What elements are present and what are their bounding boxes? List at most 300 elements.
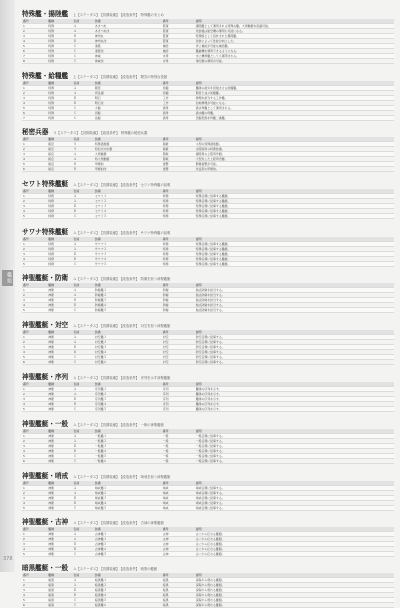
table-cell: 神州丸改 [94, 39, 162, 44]
section-meta: Ａ【ステータス】 【初期装備】 【改造条件】 古神の神聖艦艇 [73, 521, 164, 525]
table-cell: 改装によって性能が向上した。 [195, 39, 394, 44]
table-cell: 艦隊の序列を示す。 [195, 397, 394, 402]
table-cell: 序列 [162, 397, 195, 402]
table-cell: 1 [22, 86, 47, 91]
table-cell: 明石 [94, 96, 162, 101]
table-cell: Ｂ [73, 252, 94, 257]
column-header: 名前 [73, 382, 94, 387]
table-cell: 1 [22, 335, 47, 340]
column-header: 装備 [94, 283, 162, 288]
table-cell: 神聖 [47, 542, 72, 547]
table-cell: 拠点防衛を担当する。 [195, 303, 394, 308]
table-cell: サワナ３ [94, 252, 162, 257]
section-header [22, 71, 394, 81]
table-cell: 6 [22, 459, 47, 464]
table-cell: 拠点防衛を担当する。 [195, 288, 394, 293]
table-cell: 明石改 [94, 101, 162, 106]
table-cell: Ｂ [73, 449, 94, 454]
table-cell: 古くから伝わる艦艇。 [195, 537, 394, 542]
ship-table [22, 19, 394, 64]
table-cell: 防空任務に従事する。 [195, 360, 394, 365]
table-cell: 水陸両用の特殊装備。 [195, 147, 394, 152]
column-header: 備考 [162, 237, 195, 242]
table-cell: Ｃ [73, 552, 94, 557]
ship-section [22, 517, 394, 557]
table-cell: 4 [22, 303, 47, 308]
column-header: 艦種 [47, 237, 72, 242]
table-cell: Ｂ [73, 96, 94, 101]
column-header: 艦種 [47, 19, 72, 24]
table-row [22, 360, 394, 365]
table-cell: 特務 [162, 214, 195, 219]
table-cell: 深海から現れる艦艇。 [195, 598, 394, 603]
section-header [22, 419, 394, 429]
table-cell: 5 [22, 407, 47, 412]
column-header: 備考 [162, 527, 195, 532]
table-cell: 序列艦２ [94, 392, 162, 397]
table-cell: 対空艦１ [94, 335, 162, 340]
table-cell: 特務 [47, 194, 72, 199]
section-meta: Ａ【ステータス】 【初期装備】 【改造条件】 哨戒を担う神聖艦艇 [73, 475, 171, 479]
table-cell: 哨戒艦３ [94, 496, 162, 501]
table-cell: 陸軍 [162, 34, 195, 39]
section-header [22, 9, 394, 19]
table-cell: Ｂ [73, 257, 94, 262]
ship-section [22, 273, 394, 313]
table-cell: Ｂ [73, 303, 94, 308]
section-meta: Ａ【ステータス】 【初期装備】 【改造条件】 サワナ特殊艦の説明 [73, 231, 171, 235]
table-cell: 防空任務に従事する。 [195, 335, 394, 340]
table-cell: セワト４ [94, 209, 162, 214]
section-meta: Ａ【ステータス】 【初期装備】 【改造条件】 セワト特殊艦の説明 [73, 183, 171, 187]
table-cell: 拠点防衛を担当する。 [195, 298, 394, 303]
table-cell: 改良型の甲標的。 [195, 167, 394, 172]
table-cell: 神聖 [47, 459, 72, 464]
table-cell: 2 [22, 147, 47, 152]
table-cell: 一般 [162, 449, 195, 454]
table-cell: Ｃ [73, 44, 94, 49]
table-cell: 神聖 [47, 496, 72, 501]
table-cell: 特殊 [47, 34, 72, 39]
table-cell: 一般任務に従事する。 [195, 439, 394, 444]
table-cell: 陸軍 [162, 29, 195, 34]
table-cell: 一般艦３ [94, 444, 162, 449]
ship-table [22, 573, 394, 608]
table-cell: 3 [22, 496, 47, 501]
column-header: 艦種 [47, 137, 72, 142]
table-cell: 7 [22, 116, 47, 121]
section-title: 神聖艦艇・対空 [22, 321, 69, 329]
table-cell: 哨戒任務に従事する。 [195, 486, 394, 491]
table-cell: Ａ [73, 340, 94, 345]
table-cell: 特務 [162, 199, 195, 204]
table-cell: 対空 [162, 345, 195, 350]
table-cell: 古神艦１ [94, 532, 162, 537]
table-cell: 8 [22, 59, 47, 64]
table-cell: Ｂ [73, 204, 94, 209]
table-cell: 秘匿 [162, 147, 195, 152]
table-cell: 一般艦５ [94, 454, 162, 459]
table-cell: 甲標的 [94, 162, 162, 167]
table-cell: 4 [22, 501, 47, 506]
column-header: 番号 [22, 429, 47, 434]
table-cell: 秘密 [47, 147, 72, 152]
table-cell: 防衛艦１ [94, 288, 162, 293]
column-header: 装備 [94, 382, 162, 387]
table-cell: 特殊 [47, 44, 72, 49]
table-cell: 給糧 [162, 91, 195, 96]
table-cell: 2 [22, 491, 47, 496]
column-header: 名前 [73, 330, 94, 335]
column-header: 備考 [162, 19, 195, 24]
table-cell: Ａ [73, 532, 94, 537]
table-cell: 3 [22, 204, 47, 209]
table-cell: 神聖 [47, 449, 72, 454]
table-cell: 2 [22, 91, 47, 96]
table-cell: Ｓ [73, 142, 94, 147]
table-cell: 一般 [162, 444, 195, 449]
column-header: 装備 [94, 189, 162, 194]
table-cell: 艦隊の疲労を回復させる給糧艦。 [195, 86, 394, 91]
column-header: 名前 [73, 527, 94, 532]
table-cell: 潜母 [162, 116, 195, 121]
table-cell: 暗黒 [47, 583, 72, 588]
table-cell: 特務 [47, 242, 72, 247]
column-header: 艦種 [47, 527, 72, 532]
table-cell: 序列艦４ [94, 402, 162, 407]
ship-section [22, 179, 394, 219]
table-cell: Ｃ [73, 355, 94, 360]
table-cell: 陸戦 [162, 157, 195, 162]
table-cell: 迅鯨 [94, 111, 162, 116]
table-cell: Ｃ [73, 454, 94, 459]
table-cell: 6 [22, 603, 47, 608]
section-title: 特殊艦・揚陸艦 [22, 10, 69, 18]
table-cell: 補給 [162, 44, 195, 49]
table-cell: 暗黒艦４ [94, 593, 162, 598]
table-cell: Ｂ [73, 501, 94, 506]
section-meta: Ｓ【ステータス】 【初期装備】 【改造条件】 特殊艦の秘密兵器 [53, 131, 148, 135]
column-header: 番号 [22, 81, 47, 86]
table-cell: 5 [22, 44, 47, 49]
table-cell: Ｃ [73, 106, 94, 111]
table-cell: 3 [22, 542, 47, 547]
section-header [22, 372, 394, 382]
table-cell: 雷撃 [162, 167, 195, 172]
column-header: 備考 [162, 330, 195, 335]
table-cell: 秘匿 [162, 142, 195, 147]
table-cell: 秘密 [47, 157, 72, 162]
table-cell: 哨戒任務に従事する。 [195, 506, 394, 511]
table-cell: 暗黒 [47, 593, 72, 598]
table-cell: Ｂ [73, 547, 94, 552]
table-cell: 1 [22, 194, 47, 199]
table-cell: 暗黒 [47, 598, 72, 603]
table-cell: 迅鯨型潜水母艦二番艦。 [195, 116, 394, 121]
column-header: 番号 [22, 189, 47, 194]
table-cell: 対空艦４ [94, 350, 162, 355]
ship-section [22, 227, 394, 267]
table-cell: Ｓ [73, 147, 94, 152]
table-row [22, 603, 394, 608]
table-cell: 1 [22, 288, 47, 293]
table-cell: 対空艦５ [94, 355, 162, 360]
table-cell: 大型化した上陸用舟艇。 [195, 157, 394, 162]
column-header: 番号 [22, 330, 47, 335]
table-cell: 特務 [47, 199, 72, 204]
column-header: 艦種 [47, 429, 72, 434]
table-cell: 飛行艇の運用が可能。 [195, 59, 394, 64]
table-cell: 5 [22, 552, 47, 557]
ship-table [22, 81, 394, 121]
table-cell: 特務 [162, 262, 195, 267]
section-title: 神聖艦艇・序列 [22, 373, 69, 381]
table-cell: 4 [22, 39, 47, 44]
column-header: 説明 [195, 283, 394, 288]
table-cell: Ａ [73, 392, 94, 397]
table-cell: 艦隊の序列を示す。 [195, 392, 394, 397]
table-cell: 速吸 [94, 44, 162, 49]
section-meta: 上【ステータス】 【初期装備】 【改造条件】 特殊艦のまとめ [73, 13, 164, 17]
column-header: 説明 [195, 527, 394, 532]
column-header: 番号 [22, 573, 47, 578]
section-header [22, 179, 394, 189]
table-cell: 特殊任務に従事する艦艇。 [195, 262, 394, 267]
table-cell: 秘密 [47, 142, 72, 147]
table-cell: 4 [22, 157, 47, 162]
table-cell: 4 [22, 593, 47, 598]
table-cell: 古くから伝わる艦艇。 [195, 532, 394, 537]
section-header [22, 471, 394, 481]
table-cell: 艦隊の序列を示す。 [195, 402, 394, 407]
table-cell: 一般 [162, 434, 195, 439]
table-cell: 特殊任務に従事する艦艇。 [195, 257, 394, 262]
column-header: 名前 [73, 283, 94, 288]
table-cell: 特殊任務に従事する艦艇。 [195, 199, 394, 204]
table-cell: 神聖 [47, 407, 72, 412]
table-cell: 神聖 [47, 350, 72, 355]
table-cell: 神聖 [47, 340, 72, 345]
table-cell: 特務 [162, 257, 195, 262]
table-cell: 序列艦５ [94, 407, 162, 412]
table-cell: 特務 [47, 262, 72, 267]
table-cell: 2 [22, 583, 47, 588]
table-cell: 秘密 [47, 167, 72, 172]
table-cell: 特殊 [47, 59, 72, 64]
table-cell: 4 [22, 449, 47, 454]
table-cell: 序列艦１ [94, 387, 162, 392]
table-cell: 神聖 [47, 402, 72, 407]
table-cell: Ｂ [73, 350, 94, 355]
table-cell: 特務 [47, 209, 72, 214]
column-header: 説明 [195, 81, 394, 86]
table-cell: 水上機母艦としても運用される。 [195, 54, 394, 59]
column-header: 説明 [195, 429, 394, 434]
table-cell: 対空艦３ [94, 345, 162, 350]
table-cell: 艦載機を運用できるようになる。 [195, 49, 394, 54]
table-cell: 小型の特殊潜航艇。 [195, 142, 394, 147]
table-cell: 一般任務に従事する。 [195, 459, 394, 464]
column-header: 艦種 [47, 481, 72, 486]
table-cell: 3 [22, 96, 47, 101]
column-header: 備考 [162, 481, 195, 486]
table-cell: 一般 [162, 459, 195, 464]
column-header: 名前 [73, 481, 94, 486]
table-cell: 6 [22, 49, 47, 54]
table-cell: 古神艦５ [94, 552, 162, 557]
table-cell: 5 [22, 598, 47, 603]
table-cell: 神威 [94, 54, 162, 59]
table-cell: 甲標的改 [94, 167, 162, 172]
table-cell: 古神 [162, 547, 195, 552]
table-cell: 4 [22, 209, 47, 214]
ship-table [22, 481, 394, 511]
table-row [22, 116, 394, 121]
table-cell: あきつ丸 [94, 24, 162, 29]
table-cell: 潜母 [162, 111, 195, 116]
table-row [22, 167, 394, 172]
column-header: 説明 [195, 481, 394, 486]
section-title: 秘密兵器 [22, 128, 49, 136]
table-cell: 神聖 [47, 345, 72, 350]
table-cell: 陸軍 [162, 24, 195, 29]
table-cell: 特殊 [47, 101, 72, 106]
column-header: 説明 [195, 19, 394, 24]
table-cell: 暗黒艦６ [94, 603, 162, 608]
table-cell: 伊良湖 [94, 91, 162, 96]
table-cell: 神聖 [47, 355, 72, 360]
table-cell: あきつ丸改 [94, 29, 162, 34]
table-cell: Ａ [73, 335, 94, 340]
table-cell: 哨戒艦５ [94, 506, 162, 511]
table-cell: 長鯨 [94, 116, 162, 121]
table-cell: 深海から現れる艦艇。 [195, 603, 394, 608]
table-cell: 1 [22, 486, 47, 491]
table-cell: Ｂ [73, 397, 94, 402]
table-cell: 2 [22, 199, 47, 204]
table-cell: 1 [22, 434, 47, 439]
table-cell: 一般任務に従事する。 [195, 449, 394, 454]
column-header: 名前 [73, 137, 94, 142]
table-cell: 1 [22, 532, 47, 537]
table-cell: 対空 [162, 340, 195, 345]
section-title: 暗黒艦艇・一般 [22, 564, 69, 572]
column-header: 名前 [73, 429, 94, 434]
column-header: 備考 [162, 189, 195, 194]
table-cell: 暗黒 [47, 603, 72, 608]
table-cell: 一般艦１ [94, 434, 162, 439]
table-cell: 2 [22, 247, 47, 252]
ship-section [22, 9, 394, 64]
table-cell: 序列 [162, 407, 195, 412]
table-cell: 古くから伝わる艦艇。 [195, 542, 394, 547]
table-cell: 拠点防衛を担当する。 [195, 293, 394, 298]
table-cell: 特殊 [47, 106, 72, 111]
table-cell: 特四式内火艇 [94, 147, 162, 152]
table-cell: セワト２ [94, 199, 162, 204]
table-cell: 陸軍 [162, 39, 195, 44]
table-cell: 1 [22, 142, 47, 147]
table-cell: 3 [22, 298, 47, 303]
table-cell: 陸戦 [162, 152, 195, 157]
table-cell: 7 [22, 54, 47, 59]
column-header: 備考 [162, 283, 195, 288]
table-cell: 序列 [162, 387, 195, 392]
table-cell: Ｂ [73, 496, 94, 501]
table-cell: Ａ [73, 491, 94, 496]
table-cell: 神聖 [47, 434, 72, 439]
ship-section [22, 471, 394, 511]
table-cell: 特務 [47, 214, 72, 219]
ship-section [22, 419, 394, 464]
table-cell: 暗黒艦５ [94, 598, 162, 603]
table-cell: 間宮と並ぶ給糧艦。 [195, 91, 394, 96]
table-cell: 水母 [162, 54, 195, 59]
table-cell: 対空 [162, 335, 195, 340]
table-cell: 雷撃 [162, 162, 195, 167]
table-cell: Ａ [73, 152, 94, 157]
table-cell: 特殊 [47, 96, 72, 101]
table-cell: 防衛 [162, 298, 195, 303]
table-cell: Ａ [73, 537, 94, 542]
ship-table [22, 237, 394, 267]
table-cell: 改装後は航空機の運用も可能になる。 [195, 29, 394, 34]
column-header: 番号 [22, 481, 47, 486]
column-header: 備考 [162, 137, 195, 142]
column-header: 名前 [73, 19, 94, 24]
table-cell: 序列艦３ [94, 397, 162, 402]
section-title: 神聖艦艇・一般 [22, 420, 69, 428]
table-cell: 暗黒 [162, 583, 195, 588]
table-cell: 5 [22, 308, 47, 313]
table-row [22, 407, 394, 412]
column-header: 番号 [22, 382, 47, 387]
table-row [22, 552, 394, 557]
table-cell: 序列 [162, 392, 195, 397]
table-cell: 防衛艦３ [94, 298, 162, 303]
table-cell: 深海から現れる艦艇。 [195, 578, 394, 583]
table-cell: 工作 [162, 101, 195, 106]
table-cell: 序列 [162, 402, 195, 407]
table-cell: 2 [22, 293, 47, 298]
table-cell: Ｃ [73, 459, 94, 464]
column-header: 艦種 [47, 330, 72, 335]
table-cell: 古神 [162, 532, 195, 537]
table-cell: Ｂ [73, 167, 94, 172]
ship-table [22, 137, 394, 172]
table-cell: 神聖 [47, 293, 72, 298]
table-cell: 暗黒 [162, 593, 195, 598]
table-cell: Ｃ [73, 59, 94, 64]
table-cell: Ａ [73, 242, 94, 247]
table-cell: 6 [22, 167, 47, 172]
table-cell: 3 [22, 345, 47, 350]
table-cell: 3 [22, 444, 47, 449]
table-cell: サワナ１ [94, 242, 162, 247]
table-cell: 防衛 [162, 288, 195, 293]
table-cell: 深海から現れる艦艇。 [195, 593, 394, 598]
table-cell: 大発動艇 [94, 152, 162, 157]
section-header [22, 273, 394, 283]
section-title: 神聖艦艇・哨戒 [22, 472, 69, 480]
table-cell: 深海から現れる艦艇。 [195, 583, 394, 588]
column-header: 装備 [94, 19, 162, 24]
table-cell: サワナ４ [94, 257, 162, 262]
table-cell: 特殊 [47, 116, 72, 121]
table-cell: 特殊任務に従事する艦艇。 [195, 242, 394, 247]
section-title: 神聖艦艇・古神 [22, 518, 69, 526]
column-header: 艦種 [47, 189, 72, 194]
